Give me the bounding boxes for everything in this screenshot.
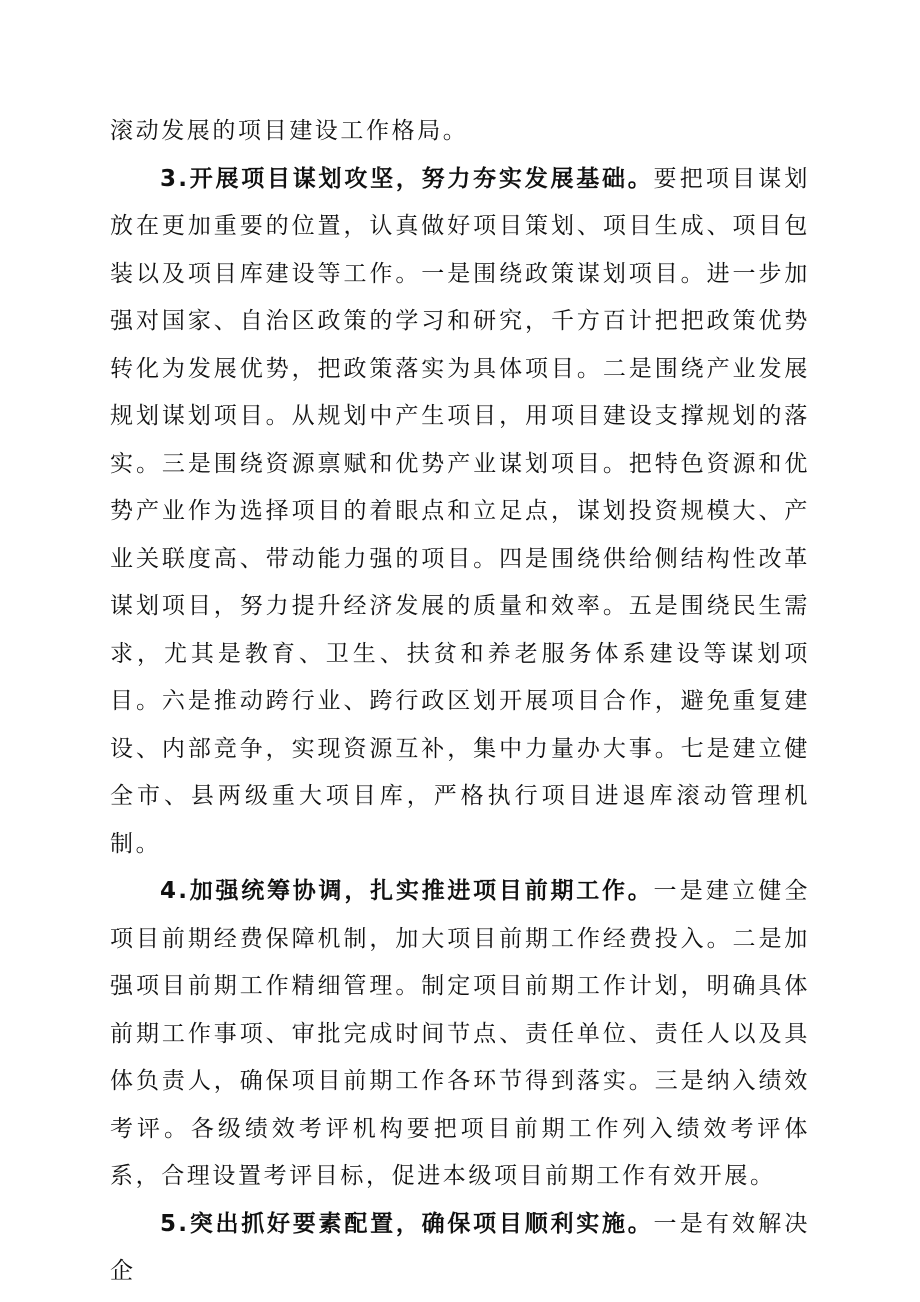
document-page (110, 108, 810, 1296)
section-heading: 3.开展项目谋划攻坚，努力夯实发展基础。 (160, 165, 654, 192)
section-heading: 4.加强统筹协调，扎实推进项目前期工作。 (160, 878, 654, 904)
paragraph-section-5 (110, 1201, 810, 1296)
paragraph-section-3 (110, 156, 810, 869)
paragraph-continuation (110, 108, 810, 156)
paragraph-body: 滚动发展的项目建设工作格局。 (110, 118, 469, 144)
paragraph-section-4 (110, 868, 810, 1201)
section-heading: 5.突出抓好要素配置，确保项目顺利实施。 (160, 1210, 654, 1237)
paragraph-body: 一是建立健全项目前期经费保障机制，加大项目前期工作经费投入。二是加强项目前期工作精细管理。制定项目前期工作计划，明确具体前期工作事项、审批完成时间节点、责任单位、责任人以及具体负责人，确保项目前期工作各环节得到落实。三是纳入绩效考评。各级绩效考评机构要把项目前期工作列入绩效考评体系，合理设置考评目标，促进本级项目前期工作有效开展。 (110, 878, 810, 1189)
paragraph-body: 要把项目谋划放在更加重要的位置，认真做好项目策划、项目生成、项目包装以及项目库建设等工作。一是围绕政策谋划项目。进一步加强对国家、自治区政策的学习和研究，千方百计把把政策优势转化为发展优势，把政策落实为具体项目。二是围绕产业发展规划谋划项目。从规划中产生项目，用项目建设支撑规划的落实。三是围绕资源禀赋和优势产业谋划项目。把特色资源和优势产业作为选择项目的着眼点和立足点，谋划投资规模大、产业关联度高、带动能力强的项目。四是围绕供给侧结构性改革谋划项目，努力提升经济发展的质量和效率。五是围绕民生需求，尤其是教育、卫生、扶贫和养老服务体系建设等谋划项目。六是推动跨行业、跨行政区划开展项目合作，避免重复建设、内部竞争，实现资源互补，集中力量办大事。七是建立健全市、县两级重大项目库，严格执行项目进退库滚动管理机制。 (110, 165, 810, 857)
paragraph-body: 一是有效解决企 (110, 1210, 810, 1284)
